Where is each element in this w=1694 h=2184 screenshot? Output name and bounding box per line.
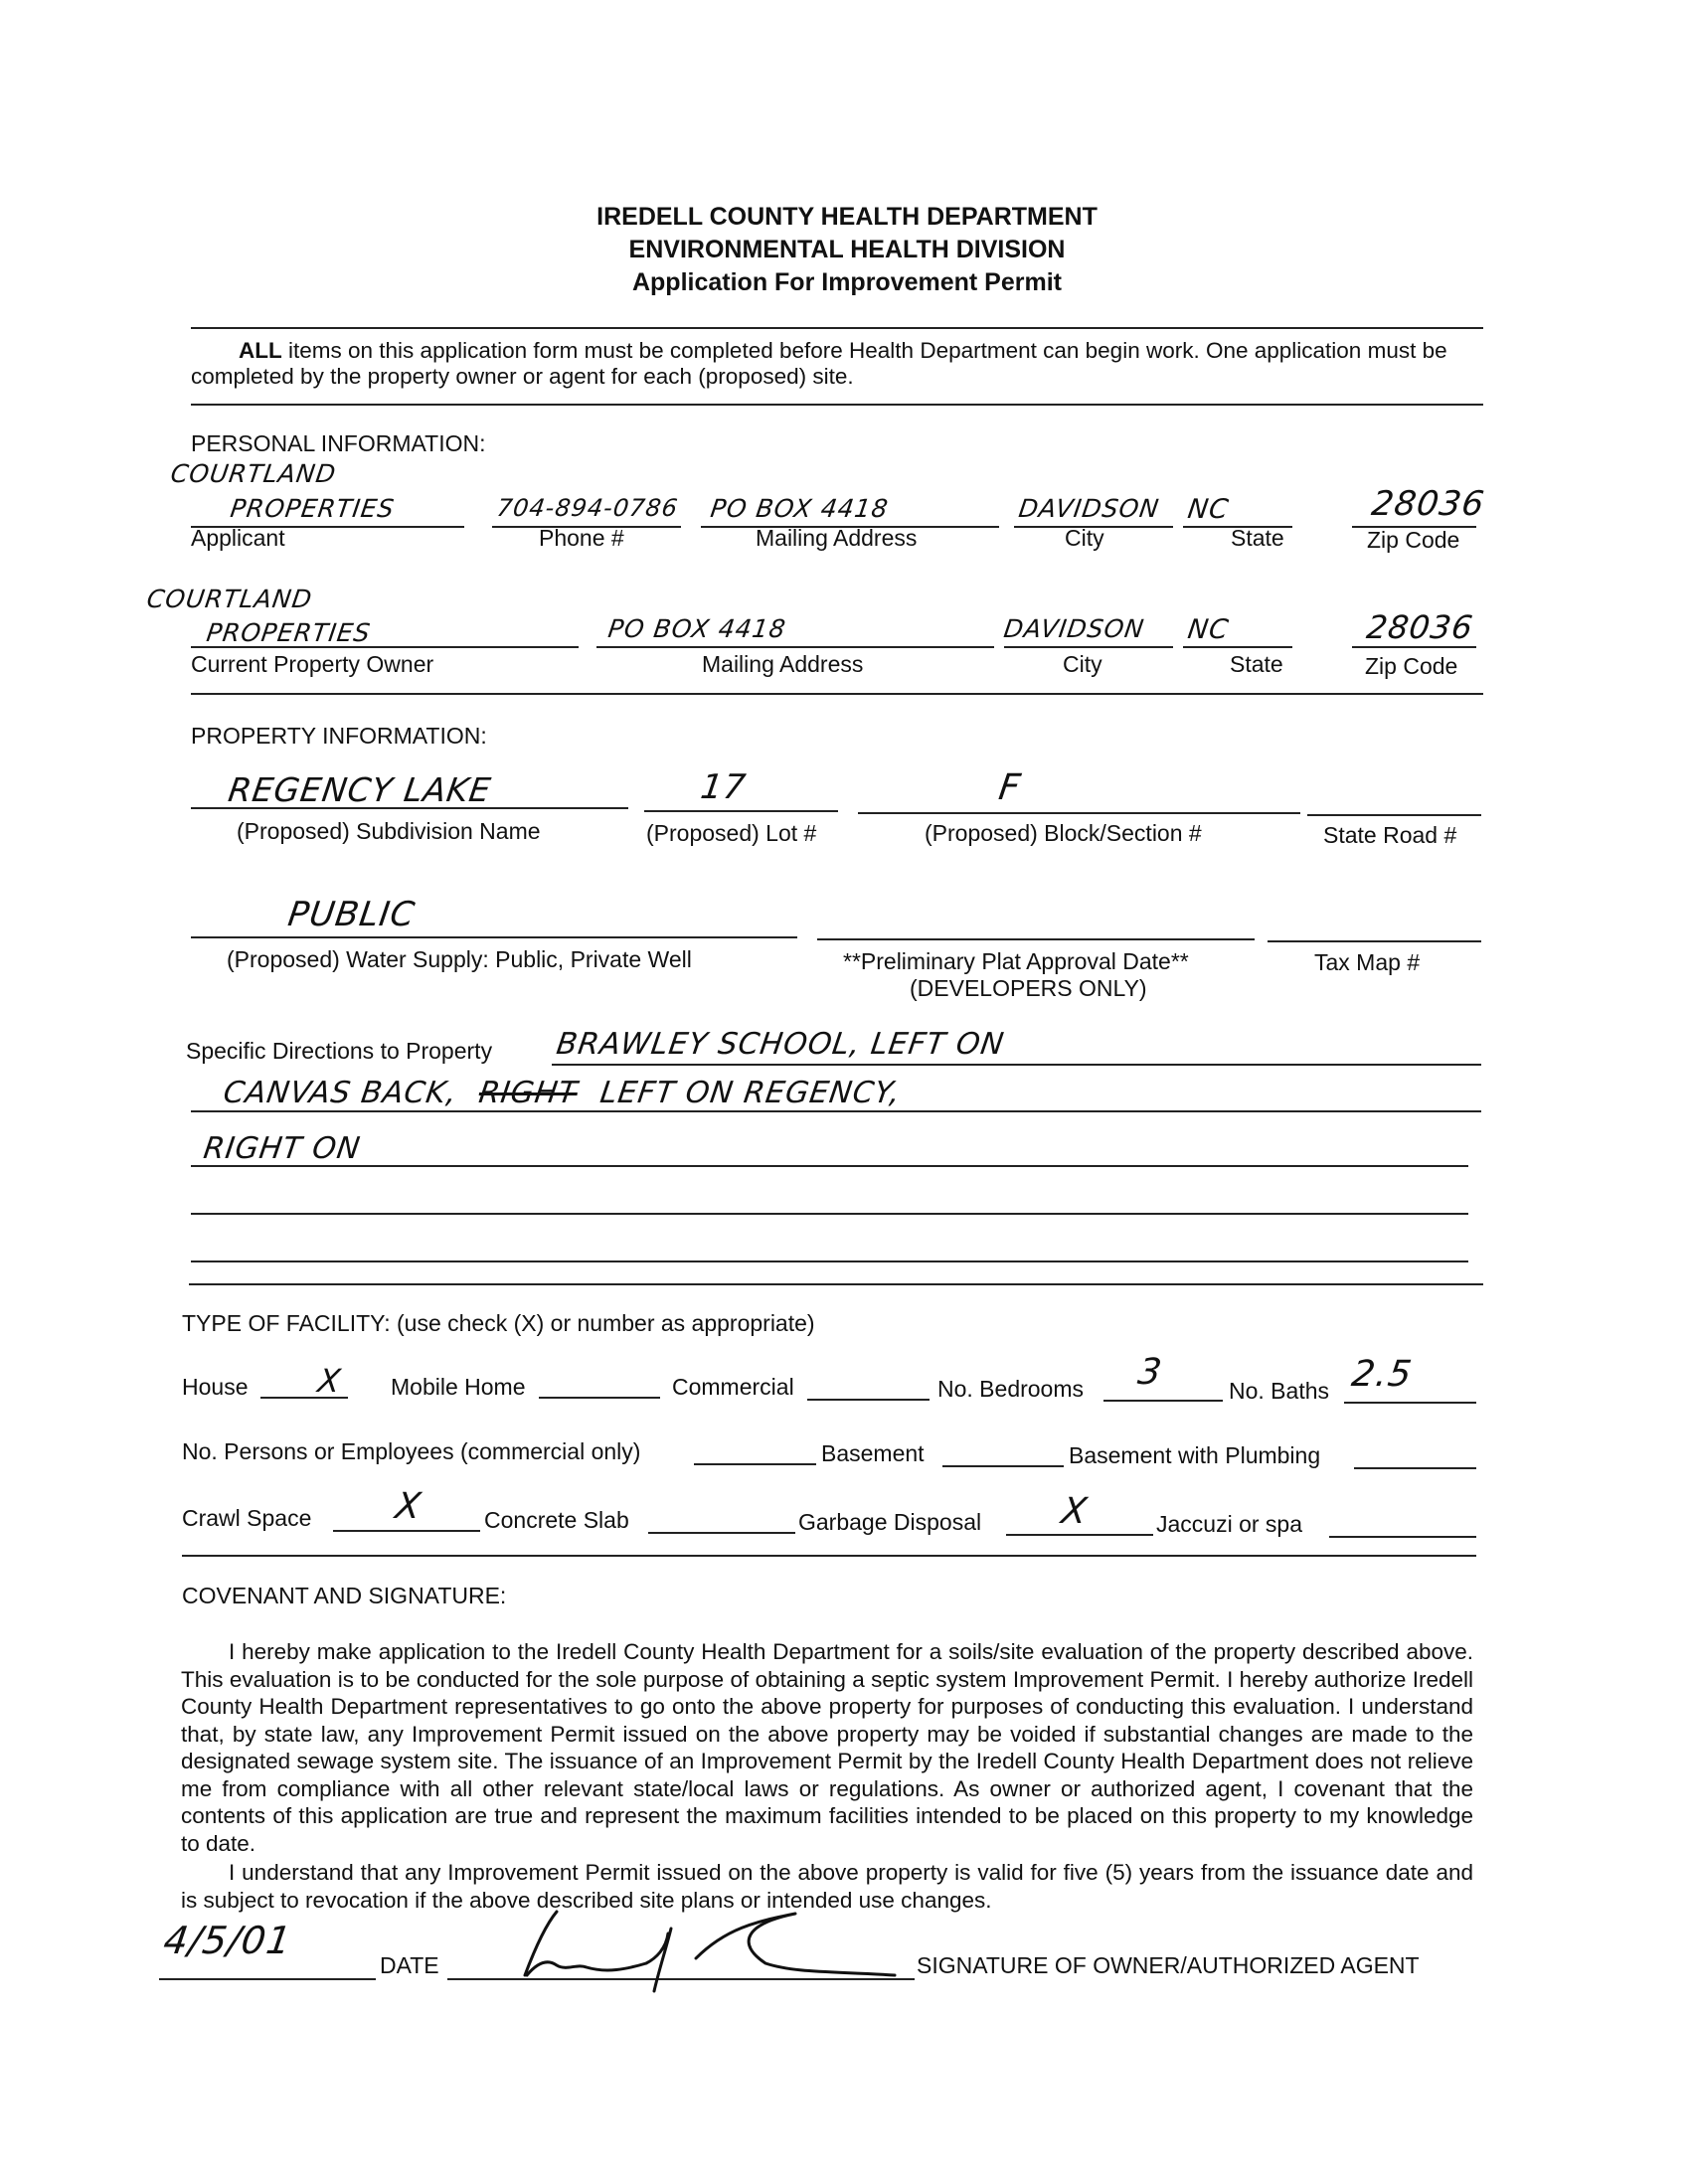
baths-value[interactable]: 2.5 (1349, 1354, 1416, 1395)
state-label: State (1231, 525, 1284, 551)
block-field-line (858, 812, 1300, 814)
owner-name-line2[interactable]: PROPERTIES (204, 618, 373, 647)
owner-field-line (191, 646, 579, 648)
divider (182, 1555, 1476, 1557)
jacuzzi-label: Jaccuzi or spa (1156, 1511, 1303, 1537)
water-label: (Proposed) Water Supply: Public, Private Well (227, 946, 692, 972)
garbage-disposal-label: Garbage Disposal (798, 1509, 982, 1535)
intro-bold: ALL (239, 338, 282, 363)
covenant-paragraph-2: I understand that any Improvement Permit issued on the above property is valid for five (5) years from the issuance date and is subject to revocation if the above described site plans or intended use changes. (181, 1860, 1473, 1913)
divider (191, 327, 1483, 329)
phone-label: Phone # (539, 525, 624, 551)
mailing-label: Mailing Address (756, 525, 918, 551)
commercial-field-line (807, 1399, 930, 1401)
owner-label: Current Property Owner (191, 651, 434, 677)
owner-city-field-line (1004, 646, 1173, 648)
plat-sublabel: (DEVELOPERS ONLY) (910, 975, 1147, 1001)
jacuzzi-field-line (1329, 1536, 1476, 1538)
owner-state-field-line (1183, 646, 1292, 648)
directions-line2[interactable] (221, 1076, 903, 1110)
subdivision-name[interactable]: REGENCY LAKE (226, 770, 494, 809)
commercial-label: Commercial (672, 1374, 794, 1400)
applicant-zip[interactable]: 28036 (1369, 484, 1487, 524)
property-info-heading: PROPERTY INFORMATION: (191, 723, 487, 749)
directions-field-line-2 (191, 1110, 1481, 1112)
covenant-heading: COVENANT AND SIGNATURE: (182, 1583, 507, 1608)
persons-label: No. Persons or Employees (commercial only) (182, 1438, 641, 1464)
applicant-name-line2[interactable]: PROPERTIES (228, 494, 397, 523)
date-field-line (159, 1978, 376, 1980)
basement-plumbing-label: Basement with Plumbing (1069, 1442, 1321, 1468)
divider (191, 693, 1483, 695)
applicant-phone[interactable]: 704-894-0786 (495, 494, 680, 522)
crawl-space-field-line (333, 1530, 480, 1532)
directions-field-line-1 (552, 1064, 1481, 1066)
basement-label: Basement (821, 1440, 925, 1466)
subdivision-field-line (191, 807, 628, 809)
applicant-mailing[interactable]: PO BOX 4418 (708, 494, 891, 523)
owner-city-label: City (1063, 651, 1102, 677)
owner-mailing-field-line (596, 646, 994, 648)
bedrooms-label: No. Bedrooms (937, 1376, 1085, 1402)
directions-line2-a: CANVAS BACK, (221, 1076, 460, 1110)
directions-line2-b: LEFT ON REGENCY, (597, 1076, 903, 1110)
signature-image[interactable] (497, 1904, 934, 1998)
owner-state-label: State (1230, 651, 1283, 677)
applicant-city[interactable]: DAVIDSON (1016, 494, 1162, 523)
owner-zip-field-line (1352, 646, 1476, 648)
subdivision-label: (Proposed) Subdivision Name (237, 818, 541, 844)
city-label: City (1065, 525, 1104, 551)
tax-map-field-line (1268, 940, 1481, 942)
applicant-state[interactable]: NC (1185, 494, 1232, 525)
intro-body: items on this application form must be completed before Health Department can begin work. One application must be completed by the property owner or agent for each (proposed) site. (191, 338, 1447, 389)
garbage-disposal-field-line (1006, 1534, 1153, 1536)
header-form-title: Application For Improvement Permit (631, 268, 1062, 296)
bedrooms-value[interactable]: 3 (1135, 1352, 1165, 1393)
mobile-home-field-line (539, 1397, 660, 1399)
header-division: ENVIRONMENTAL HEALTH DIVISION (628, 236, 1066, 263)
date-value[interactable]: 4/5/01 (160, 1919, 295, 1962)
owner-city[interactable]: DAVIDSON (1001, 614, 1147, 643)
baths-label: No. Baths (1229, 1378, 1329, 1404)
directions-field-line-3 (191, 1165, 1468, 1167)
date-label: DATE (380, 1952, 439, 1978)
facility-heading: TYPE OF FACILITY: (use check (X) or number as appropriate) (182, 1310, 815, 1336)
tax-map-label: Tax Map # (1314, 949, 1421, 975)
house-label: House (182, 1374, 249, 1400)
bedrooms-field-line (1103, 1400, 1223, 1402)
covenant-paragraph-1: I hereby make application to the Iredell County Health Department for a soils/site evaluation of the property described above. This evaluation is to be conducted for the sole purpose of obtaining a septic system Improvement Permit. I hereby authorize Iredell County Health Department representatives to go onto the above property for purposes of conducting this evaluation. I understand that, by state law, any Improvement Permit issued on the above property may be voided if substantial changes are made to the designated sewage system site. The issuance of an Improvement Permit by the Iredell County Health Department does not relieve me from compliance with all other relevant state/local laws or regulations. As owner or authorized agent, I covenant that the contents of this application are true and represent the maximum facilities intended to be placed on this property to my knowledge to date. (181, 1639, 1473, 1856)
house-check[interactable]: X (315, 1362, 344, 1400)
header-department: IREDELL COUNTY HEALTH DEPARTMENT (596, 203, 1098, 231)
directions-line3[interactable]: RIGHT ON (201, 1131, 363, 1166)
block-label: (Proposed) Block/Section # (925, 820, 1202, 846)
block-section[interactable]: F (996, 767, 1024, 808)
directions-field-line-5 (191, 1260, 1468, 1262)
applicant-label: Applicant (191, 525, 285, 551)
crawl-space-label: Crawl Space (182, 1505, 312, 1531)
lot-label: (Proposed) Lot # (646, 820, 817, 846)
applicant-name-line1[interactable]: COURTLAND (168, 459, 339, 488)
signature-label: SIGNATURE OF OWNER/AUTHORIZED AGENT (917, 1952, 1420, 1978)
water-supply[interactable]: PUBLIC (285, 895, 419, 934)
crawl-space-check[interactable]: X (393, 1486, 424, 1527)
lot-number[interactable]: 17 (698, 767, 750, 807)
garbage-disposal-check[interactable]: X (1059, 1491, 1091, 1532)
state-road-field-line (1307, 814, 1481, 816)
concrete-slab-field-line (648, 1532, 795, 1534)
directions-struck-word: RIGHT (476, 1076, 581, 1110)
basement-plumbing-field-line (1354, 1467, 1476, 1469)
divider (189, 1283, 1483, 1285)
directions-label: Specific Directions to Property (186, 1038, 493, 1064)
owner-mailing[interactable]: PO BOX 4418 (605, 614, 788, 643)
plat-label: **Preliminary Plat Approval Date** (843, 948, 1189, 974)
owner-zip-label: Zip Code (1365, 653, 1458, 679)
mobile-home-label: Mobile Home (391, 1374, 526, 1400)
zip-label: Zip Code (1367, 527, 1460, 553)
personal-info-heading: PERSONAL INFORMATION: (191, 430, 486, 456)
plat-field-line (817, 938, 1255, 940)
owner-name-line1[interactable]: COURTLAND (144, 585, 315, 613)
lot-field-line (644, 810, 838, 812)
basement-field-line (942, 1465, 1064, 1467)
directions-field-line-4 (191, 1213, 1468, 1215)
divider (191, 404, 1483, 406)
state-road-label: State Road # (1323, 822, 1457, 848)
persons-field-line (694, 1463, 816, 1465)
owner-zip[interactable]: 28036 (1364, 608, 1476, 646)
water-field-line (191, 936, 797, 938)
intro-text (191, 338, 1488, 390)
baths-field-line (1344, 1402, 1476, 1404)
owner-state[interactable]: NC (1185, 614, 1232, 645)
owner-mailing-label: Mailing Address (702, 651, 864, 677)
directions-line1[interactable]: BRAWLEY SCHOOL, LEFT ON (554, 1027, 1007, 1062)
concrete-slab-label: Concrete Slab (484, 1507, 629, 1533)
